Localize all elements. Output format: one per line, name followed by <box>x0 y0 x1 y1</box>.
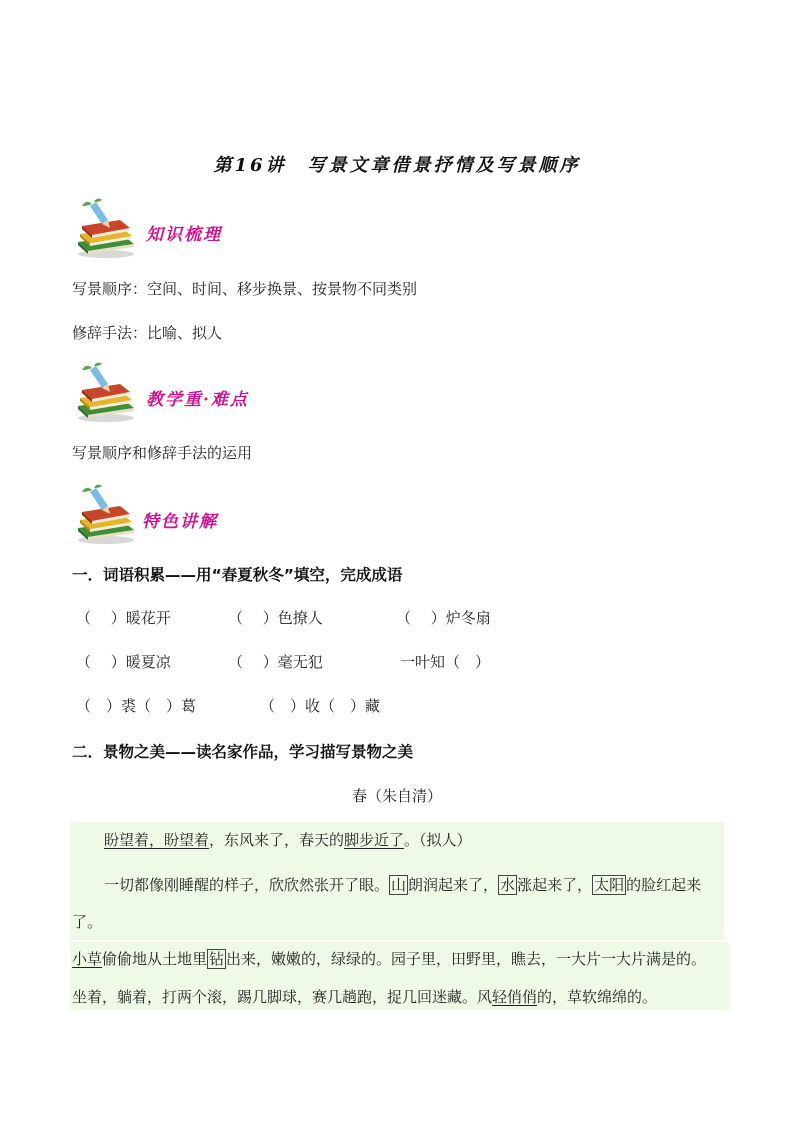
idiom-blank: （ ）暖花开 <box>76 609 171 627</box>
poem-title: 春（朱自清） <box>351 787 442 805</box>
poem-paragraph-1 <box>104 829 472 850</box>
text-run: 出来，嫩嫩的，绿绿的。园子里，田野里，瞧去，一大片一大片满是的。 <box>226 950 707 968</box>
underlined-phrase: 小草 <box>72 950 103 968</box>
text-run: 的，草软绵绵的。 <box>537 988 658 1006</box>
text-run: 偷偷地从土地里 <box>102 950 208 968</box>
knowledge-line-order: 写景顺序：空间、时间、移步换景、按景物不同类别 <box>72 280 418 298</box>
idiom-blank: 一叶知（ ） <box>400 653 491 671</box>
knowledge-line-rhetoric: 修辞手法：比喻、拟人 <box>72 324 223 342</box>
section-heading-lecture: 特色讲解 <box>142 512 218 532</box>
poem-paragraph-4 <box>72 986 657 1007</box>
idiom-blank: （ ）暖夏凉 <box>76 653 171 671</box>
poem-paragraph-2-cont: 了。 <box>72 913 103 931</box>
idiom-blank: （ ）收（ ）藏 <box>260 697 381 715</box>
section-heading-knowledge: 知识梳理 <box>146 225 222 245</box>
idiom-blank: （ ）裘（ ）葛 <box>76 697 197 715</box>
underlined-phrase: 盼望着，盼望着 <box>104 831 210 849</box>
poem-paragraph-3 <box>72 948 706 969</box>
books-pencil-icon <box>72 362 138 424</box>
text-run: ，东风来了，春天的 <box>209 831 345 849</box>
section-heading-focus: 教学重·难点 <box>146 390 249 410</box>
underlined-phrase: 轻俏俏 <box>492 988 538 1006</box>
boxed-word: 钻 <box>209 950 225 968</box>
text-run: 涨起来了， <box>517 876 593 894</box>
poem-paragraph-2 <box>104 874 701 895</box>
idiom-blank: （ ）色撩人 <box>228 609 323 627</box>
boxed-word: 山 <box>391 876 407 894</box>
text-run: 一切都像刚睡醒的样子，欣欣然张开了眼。 <box>104 876 390 894</box>
boxed-word: 太阳 <box>594 876 625 894</box>
idiom-blank: （ ）毫无犯 <box>228 653 323 671</box>
idiom-blank: （ ）炉冬扇 <box>396 609 491 627</box>
text-run: 的脸红起来 <box>626 876 702 894</box>
text-run: 。（拟人） <box>404 831 472 849</box>
books-pencil-icon <box>72 484 138 546</box>
focus-line: 写景顺序和修辞手法的运用 <box>72 444 253 462</box>
books-pencil-icon <box>72 198 138 260</box>
underlined-phrase: 脚步近了 <box>344 831 405 849</box>
text-run: 坐着，躺着，打两个滚，踢几脚球，赛几趟跑，捉几回迷藏。风 <box>72 988 493 1006</box>
part2-heading: 二．景物之美——读名家作品，学习描写景物之美 <box>72 743 414 761</box>
boxed-word: 水 <box>500 876 516 894</box>
part1-heading: 一．词语积累——用“春夏秋冬”填空，完成成语 <box>72 566 403 584</box>
text-run: 朗润起来了， <box>408 876 499 894</box>
page-title: 第16讲 写景文章借景抒情及写景顺序 <box>213 155 581 176</box>
